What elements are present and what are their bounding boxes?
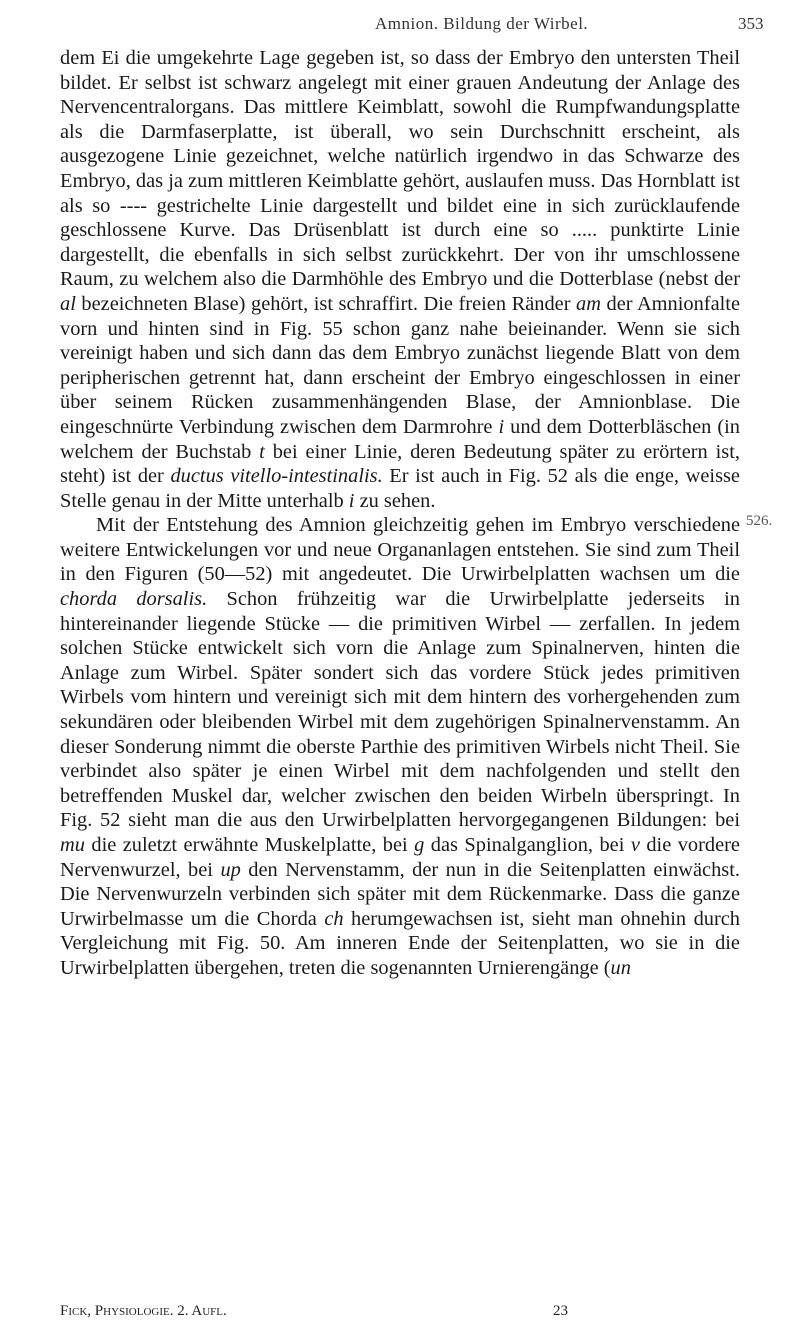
- italic-term: am: [576, 292, 601, 315]
- text-run: bezeichneten Blase) gehört, ist schraffirt. Die freien Ränder: [75, 292, 577, 315]
- italic-term: up: [220, 858, 241, 881]
- text-run: Schon frühzeitig war die Urwirbelplatte jederseits in hintereinander liegende Stücke — die primitiven Wirbel — zerfallen. In jedem solchen Stücke entwickelt sich vorn die Anlage zum Spinalnerven, hinten die Anlage zum Wirbel. Später sondert sich das vordere Stück jedes primitiven Wirbels vom hintern und vereinigt sich mit dem hintern des vorhergehenden zum sekundären oder bleibenden Wirbel mit dem zugehörigen Spinalnervenstamm. An dieser Sonderung nimmt die oberste Parthie des primitiven Wirbels nicht Theil. Sie verbindet also später je einen Wirbel mit dem nachfolgenden und stellt den betreffenden Muskel dar, welcher zwischen den beiden Wirbeln überspringt. In Fig. 52 sieht man die aus den Urwirbelplatten hervorgegangenen Bildungen: bei: [60, 588, 740, 832]
- italic-term: i: [348, 489, 355, 512]
- italic-term: ductus vitello-intestinalis.: [170, 465, 383, 488]
- signature-mark: 23: [553, 1303, 568, 1319]
- text-run: der Amnionfalte vorn und hinten sind in Fig. 55 schon ganz nahe beieinander. Wenn sie sich vereinigt haben und sich dann das dem Embryo zunächst liegende Blatt von dem peripherischen getrennt hat, dann erscheint der Embryo eingeschlossen in einer über seinem Rücken zusammenhängenden Blase, der Amnionblase. Die eingeschnürte Verbindung zwischen dem Darmrohre: [60, 292, 741, 438]
- italic-term: t: [259, 440, 265, 463]
- italic-term: g: [414, 834, 425, 856]
- running-head: Amnion. Bildung der Wirbel.: [375, 14, 589, 33]
- paragraph: [60, 46, 740, 513]
- page-footer: [60, 1303, 740, 1323]
- text-run: das Spinalganglion, bei: [424, 834, 631, 856]
- text-run: Mit der Entstehung des Amnion gleichzeitig gehen im Embryo verschiedene weitere Entwickelungen vor und neue Organanlagen entstehen. Sie sind zum Theil in den Figuren (50—52) mit angedeutet. Die Urwirbelplatten wachsen um die: [60, 514, 740, 586]
- italic-term: mu: [60, 834, 85, 856]
- text-run: die vordere Nervenwurzel, bei: [60, 834, 740, 881]
- italic-term: i: [498, 415, 505, 438]
- text-run: Er ist auch in Fig. 52 als die enge, weisse Stelle genau in der Mitte unterhalb: [60, 465, 740, 512]
- text-run: die zuletzt erwähnte Muskelplatte, bei: [84, 834, 415, 856]
- text-run: dem Ei die umgekehrte Lage gegeben ist, so dass der Embryo den untersten Theil bildet. Er selbst ist schwarz angelegt mit einer grauen Andeutung der Anlage des Nervencentralorgans. Das mittlere Keimblatt, sowohl die Rumpfwandungsplatte als die Darmfaserplatte, ist überall, wo sein Durchschnitt erscheint, als ausgezogene Linie gezeichnet, welche natürlich irgendwo in das Schwarze des Embryo, das ja zum mittleren Keimblatte gehört, auslaufen muss. Das Hornblatt ist als so ---- gestrichelte Linie dargestellt und bildet eine in sich zurücklaufende geschlossene Kurve. Das Drüsenblatt ist durch eine so ..... punktirte Linie dargestellt, die ebenfalls in sich selbst zurückkehrt. Der von ihr umschlossene Raum, zu welchem also die Darmhöhle des Embryo und die Dotterblase (nebst der: [60, 47, 740, 291]
- text-run: herumgewachsen ist, sieht man ohnehin durch Vergleichung mit Fig. 50. Am inneren Ende der Seitenplatten, wo sie in die Urwirbelplatten übergehen, treten die sogenannten Urnierengänge (: [60, 907, 740, 979]
- text-run: zu sehen.: [354, 489, 436, 512]
- text-run: bei einer Linie, deren Bedeutung später zu erörtern ist, steht) ist der: [60, 440, 740, 488]
- italic-term: chorda dorsalis.: [60, 588, 208, 611]
- italic-term: v: [630, 834, 640, 856]
- text-run: und dem Dotterbläschen (in welchem der Buchstab: [60, 415, 740, 463]
- page-header: [0, 14, 800, 38]
- italic-term: un: [610, 956, 631, 979]
- margin-section-number: 526.: [746, 513, 773, 529]
- page-number: 353: [738, 14, 764, 33]
- body-text: [60, 46, 740, 981]
- italic-term: al: [60, 292, 76, 315]
- paragraph: [60, 513, 740, 980]
- text-run: den Nervenstamm, der nun in die Seitenplatten einwächst. Die Nervenwurzeln verbinden sich später mit dem Rückenmarke. Dass die ganze Urwirbelmasse um die Chorda: [60, 858, 740, 930]
- italic-term: ch: [324, 907, 344, 930]
- book-reference: Fick, Physiologie. 2. Aufl.: [60, 1303, 227, 1319]
